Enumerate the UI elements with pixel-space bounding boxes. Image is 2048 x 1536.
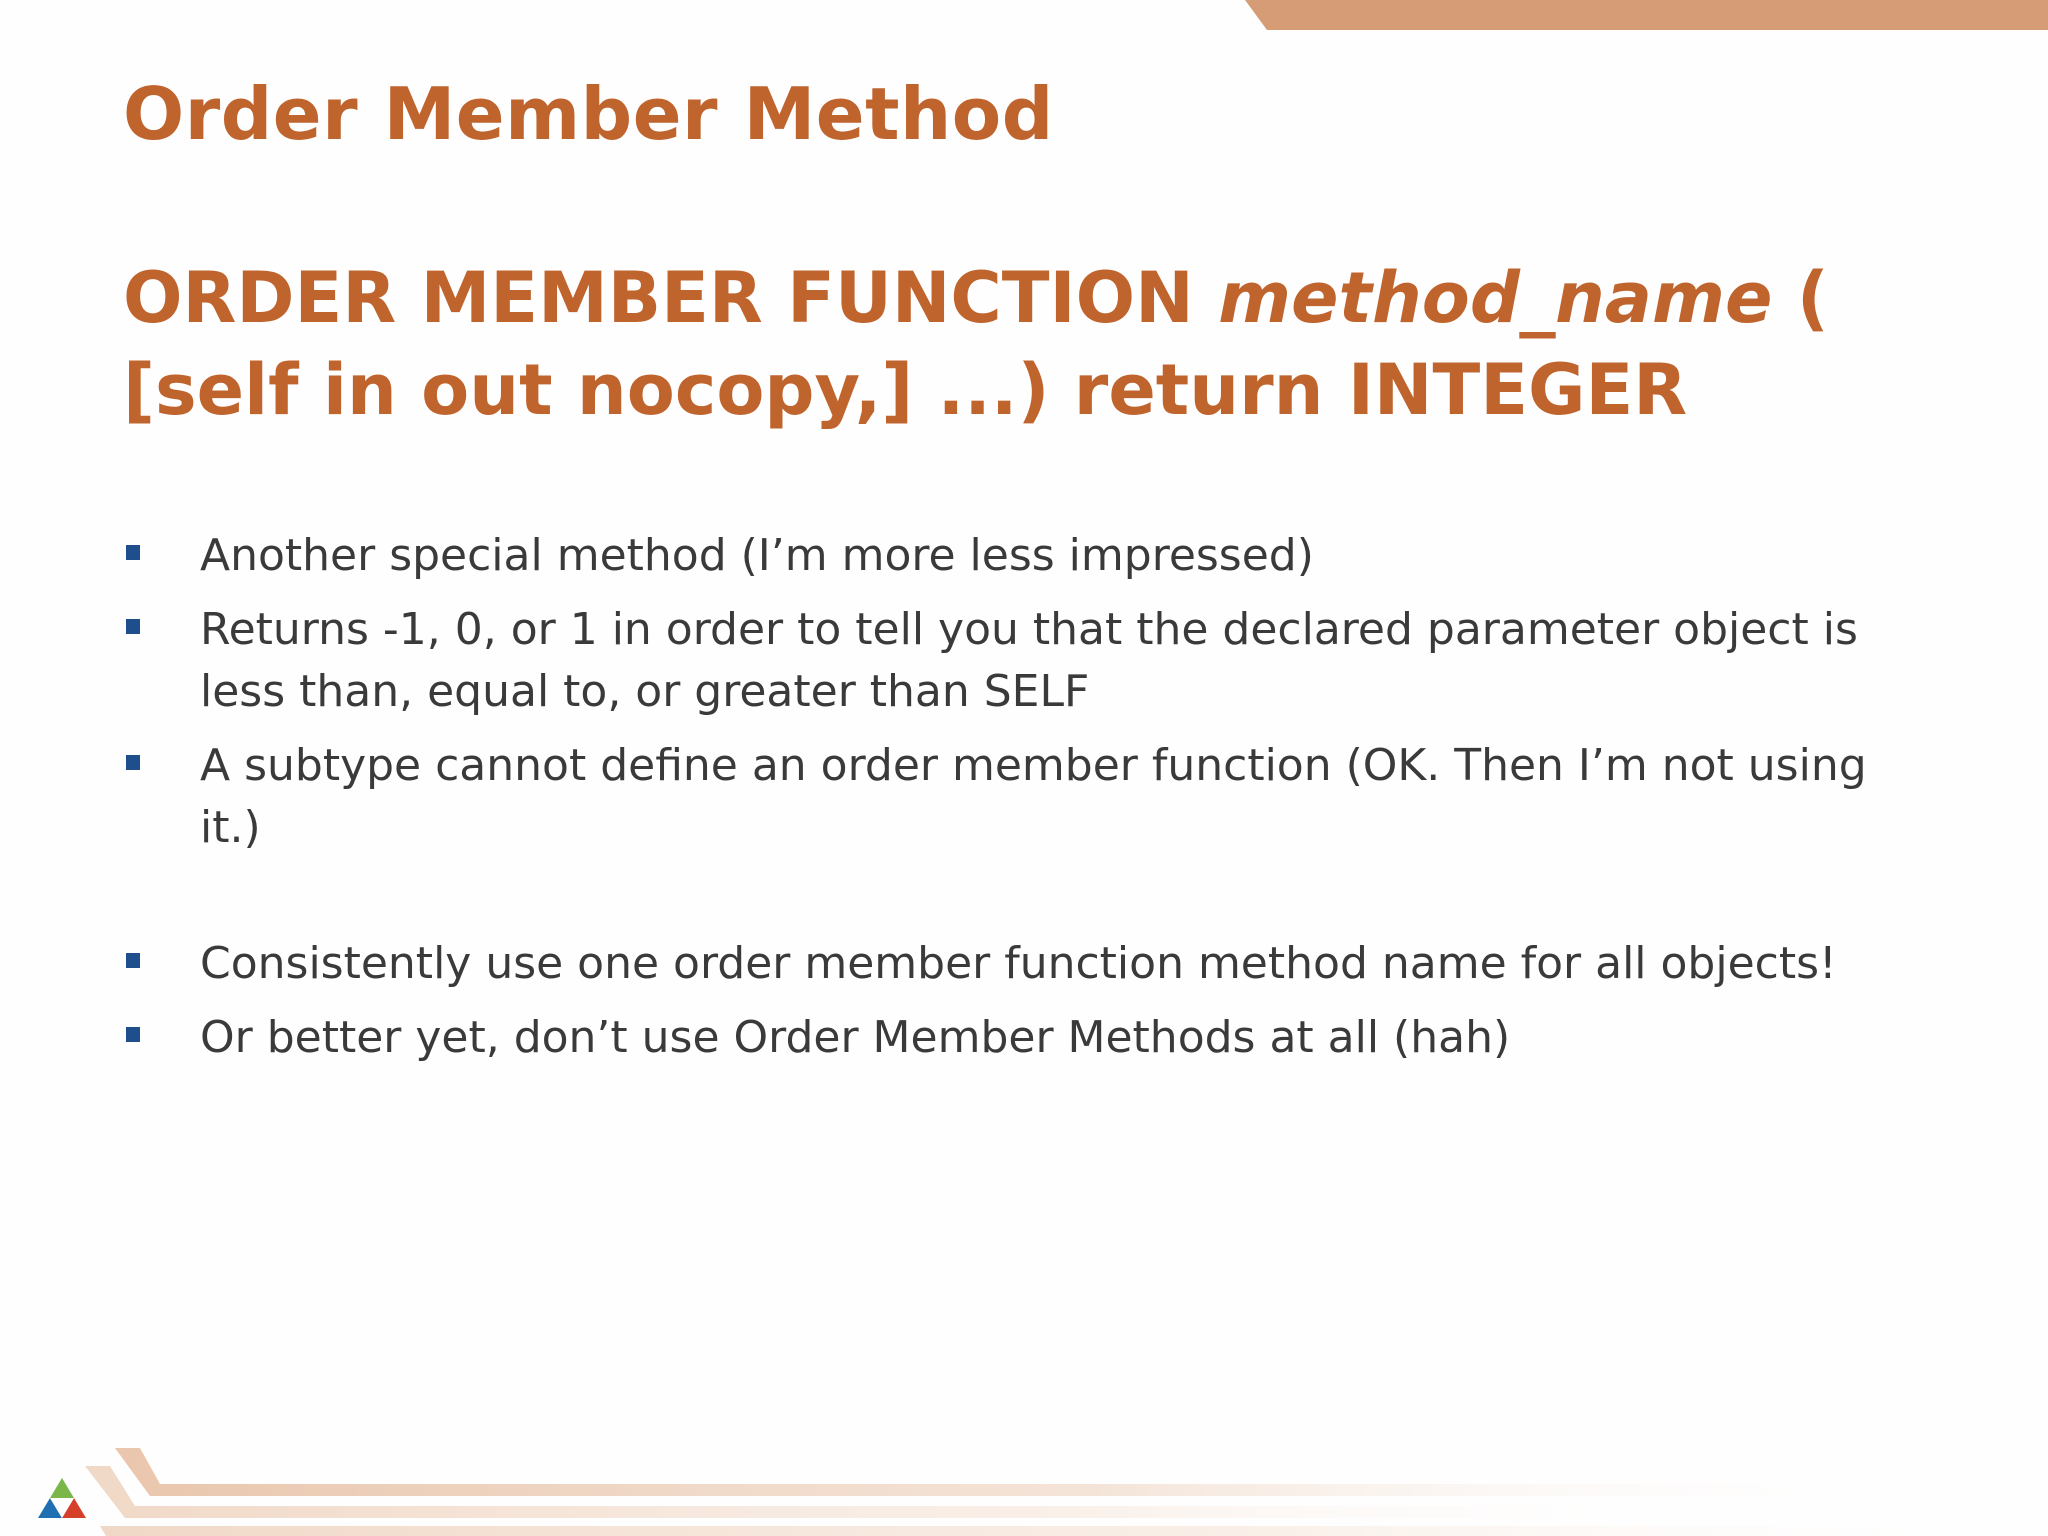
signature-prefix: ORDER MEMBER FUNCTION — [123, 257, 1219, 339]
bullet-text: Returns -1, 0, or 1 in order to tell you that the declared parameter object is less than, equal to, or greater than SELF — [200, 604, 1858, 717]
list-item — [123, 933, 1923, 995]
bottom-decoration — [0, 1406, 2048, 1536]
bullet-text: A subtype cannot define an order member function (OK. Then I’m not using it.) — [200, 740, 1867, 853]
bullet-marker-icon — [126, 953, 140, 968]
signature-open-paren: ( — [1772, 257, 1829, 339]
bullet-list — [123, 525, 1923, 1081]
slide-title: Order Member Method — [123, 72, 1054, 156]
list-item — [123, 1007, 1923, 1069]
triangle-logo-icon — [38, 1476, 86, 1520]
signature-line-2: [self in out nocopy,] ...) return INTEGER — [123, 349, 1688, 431]
bullet-marker-icon — [126, 545, 140, 560]
top-accent-band — [1245, 0, 2048, 30]
method-signature — [123, 252, 1903, 436]
list-item — [123, 735, 1923, 859]
bullet-text: Or better yet, don’t use Order Member Methods at all (hah) — [200, 1012, 1511, 1063]
bullet-text: Another special method (I’m more less impressed) — [200, 530, 1314, 581]
bullet-text: Consistently use one order member function method name for all objects! — [200, 938, 1837, 989]
signature-line-1 — [123, 252, 1903, 344]
signature-method-name: method_name — [1218, 257, 1773, 339]
bullet-marker-icon — [126, 755, 140, 770]
list-item — [123, 525, 1923, 587]
list-item — [123, 599, 1923, 723]
bullet-marker-icon — [126, 1027, 140, 1042]
bullet-marker-icon — [126, 619, 140, 634]
